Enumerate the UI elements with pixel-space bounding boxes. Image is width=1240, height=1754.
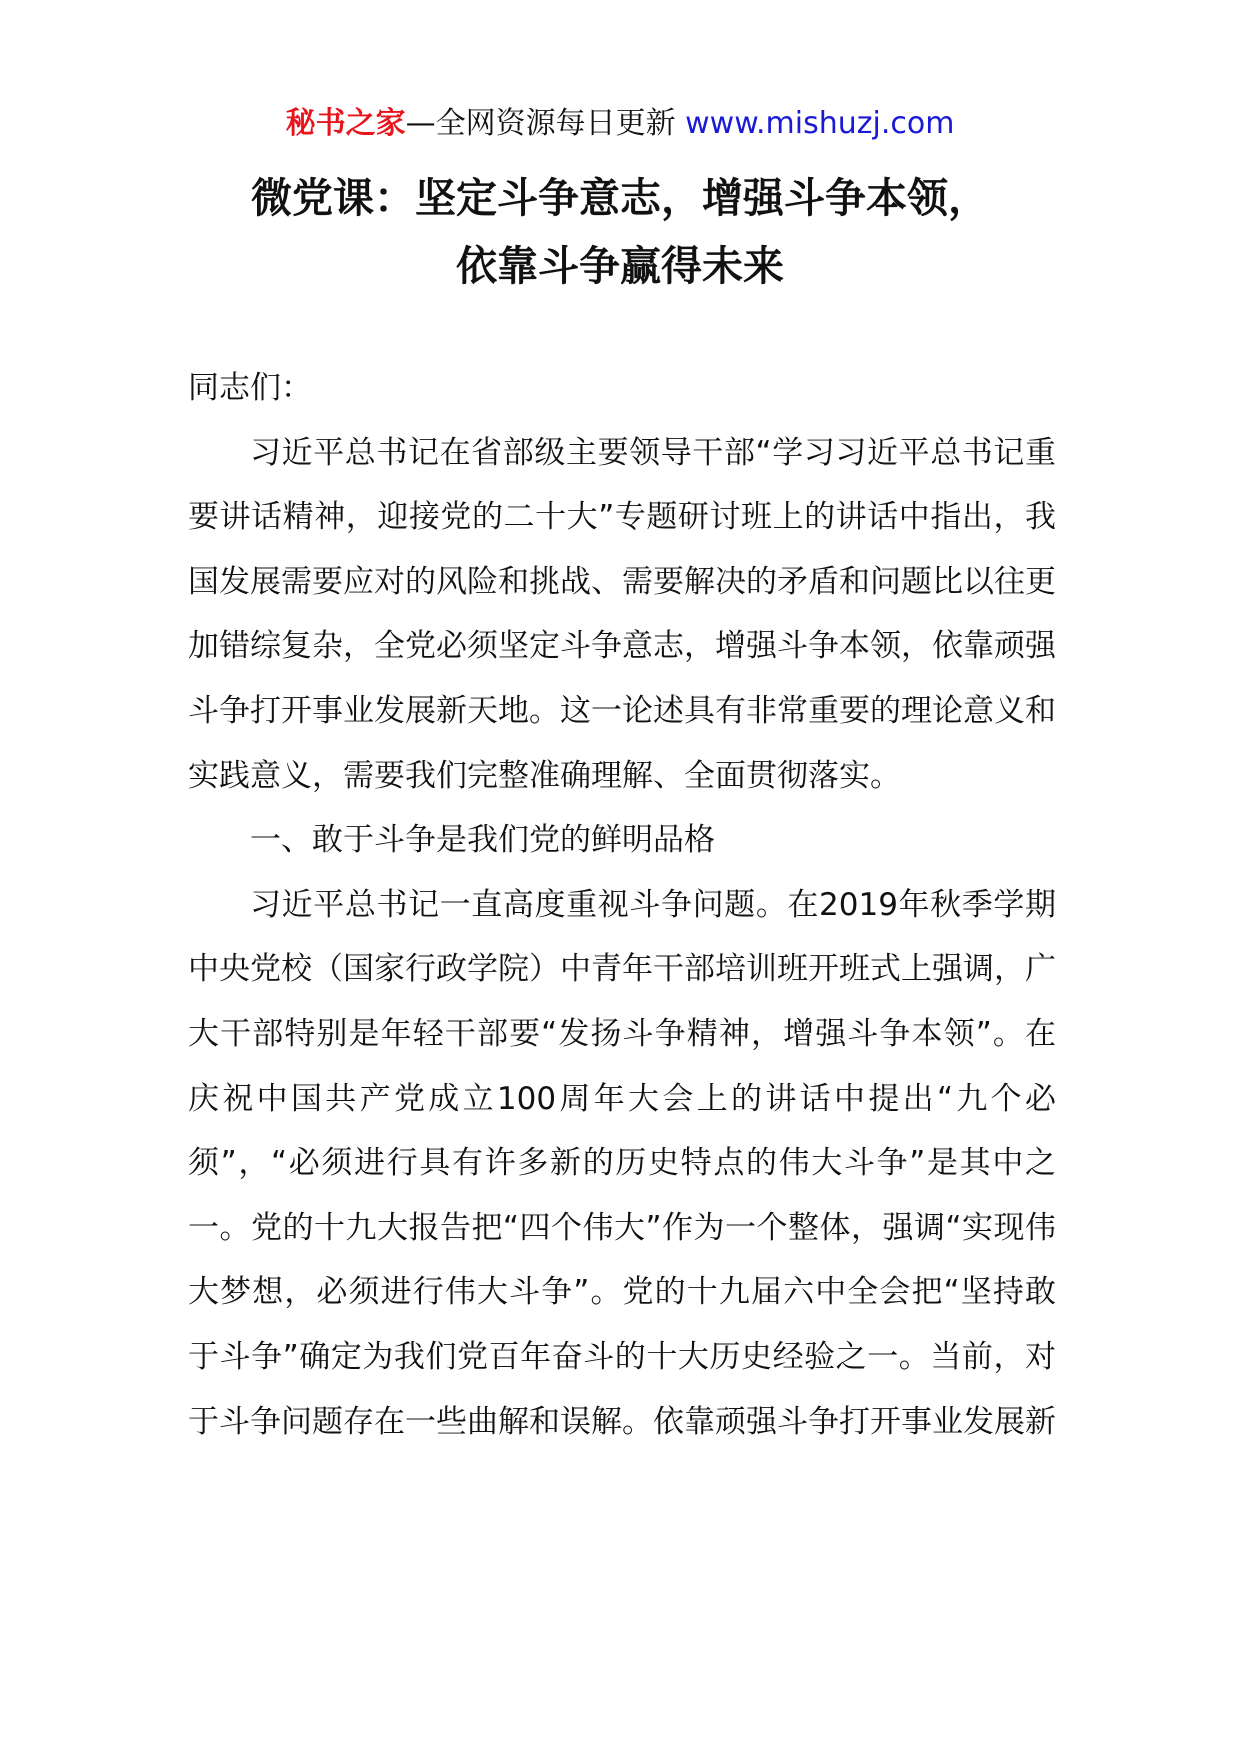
paragraph: 习近平总书记一直高度重视斗争问题。在2019年秋季学期中央党校（国家行政学院）中青年干部培训班开班式上强调，广大干部特别是年轻干部要“发扬斗争精神，增强斗争本领”。在庆祝中国共产党成立100周年大会上的讲话中提出“九个必须”，“必须进行具有许多新的历史特点的伟大斗争”是其中之一。党的十九大报告把“四个伟大”作为一个整体，强调“实现伟大梦想，必须进行伟大斗争”。党的十九届六中全会把“坚持敢于斗争”确定为我们党百年奋斗的十大历史经验之一。当前，对于斗争问题存在一些曲解和误解。依靠顽强斗争打开事业发展新 <box>188 886 1056 1440</box>
title-line-2: 依靠斗争赢得未来 <box>456 242 784 290</box>
header-tagline: —全网资源每日更新 <box>405 106 676 141</box>
title-line-1: 微党课：坚定斗争意志，增强斗争本领， <box>251 174 989 222</box>
document-body <box>188 356 1056 1454</box>
salutation: 同志们： <box>188 370 312 406</box>
section-heading: 一、敢于斗争是我们党的鲜明品格 <box>250 822 715 859</box>
site-header <box>0 102 1240 146</box>
brand-name: 秘书之家 <box>285 106 406 141</box>
document-title <box>0 164 1240 300</box>
site-url-link[interactable]: www.mishuzj.com <box>685 106 955 141</box>
paragraph: 习近平总书记在省部级主要领导干部“学习习近平总书记重要讲话精神，迎接党的二十大”专题研讨班上的讲话中指出，我国发展需要应对的风险和挑战、需要解决的矛盾和问题比以往更加错综复杂，全党必须坚定斗争意志，增强斗争本领，依靠顽强斗争打开事业发展新天地。这一论述具有非常重要的理论意义和实践意义，需要我们完整准确理解、全面贯彻落实。 <box>188 434 1056 794</box>
